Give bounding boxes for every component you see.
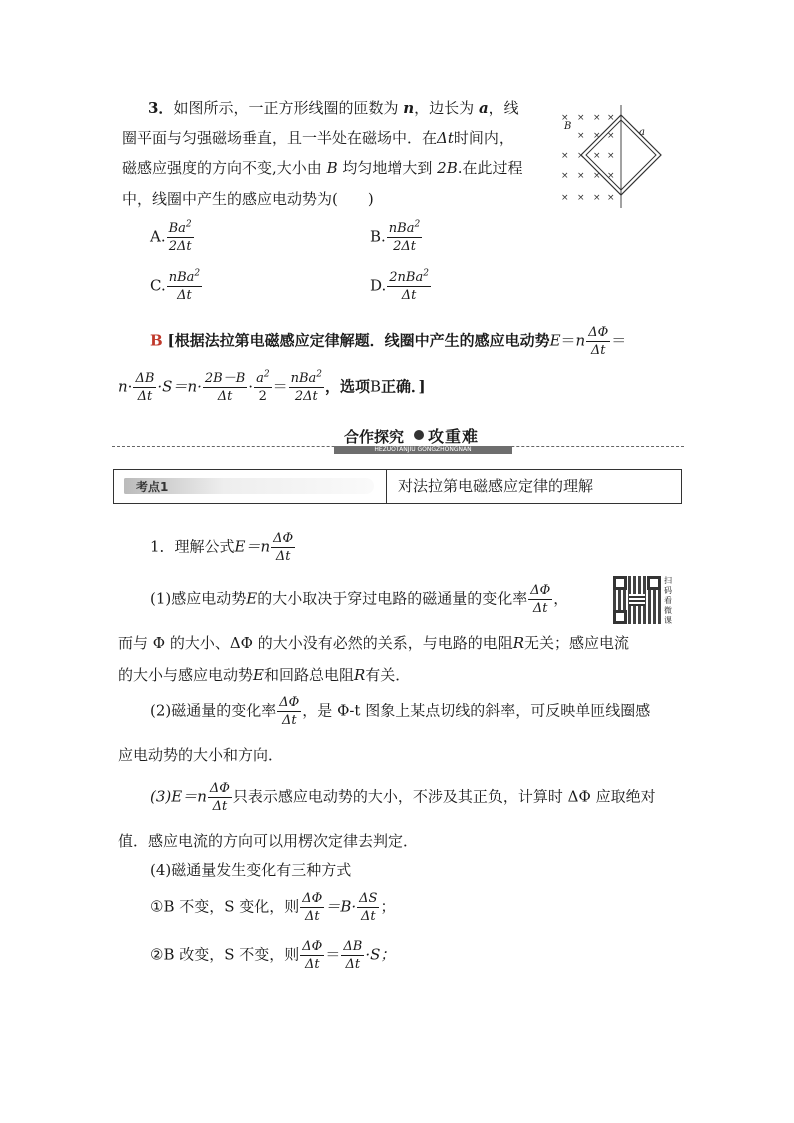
answer-n: n	[575, 331, 586, 350]
answer-dt: Δt	[590, 343, 606, 358]
topic-title: 对法拉第电磁感应定律的理解	[398, 477, 594, 495]
body-p4b: 和回路总电阻	[263, 666, 354, 684]
body-p2-dphi: ΔΦ	[530, 583, 551, 598]
body-p3-text: 而与 Φ 的大小、ΔΦ 的大小没有必然的关系，与电路的电阻	[118, 634, 513, 652]
body-p6	[118, 744, 283, 765]
answer-S-eq: ·S＝n·	[157, 377, 202, 396]
section-header	[112, 424, 684, 454]
body-p4-E: E	[253, 666, 264, 684]
body-p3-R: R	[512, 634, 525, 652]
body-p2c: ，	[553, 589, 569, 608]
answer-eq-2: ＝	[611, 331, 627, 350]
answer-line2	[118, 369, 426, 404]
body-p2-dt: Δt	[532, 601, 548, 616]
q3-text-2b: 时间内，	[453, 129, 514, 147]
q3-text-1: 如图所示，一正方形线圈的匝数为	[173, 99, 399, 117]
fig-label-a: a	[639, 127, 645, 138]
option-C[interactable]	[150, 268, 203, 303]
body-p10b: ＝B·	[325, 897, 357, 916]
body-p1	[150, 532, 296, 563]
option-D-sq: 2	[423, 268, 429, 279]
answer-tail-B: B	[370, 377, 382, 396]
body-p10a: ①B 不变，S 变化，则	[150, 897, 300, 916]
section-pinyin: HEZUOTANJIU GONGZHONGNAN	[334, 446, 512, 454]
q3-number: 3．	[148, 99, 174, 117]
q3-text-2: 圈平面与匀强磁场垂直，且一半处在磁场中．在	[122, 129, 438, 147]
q3-var-dt: Δt	[437, 129, 454, 147]
section-title: 合作探究	[344, 428, 405, 446]
body-p5b: ，是 Φ-t 图象上某点切线的斜率，可反映单匝线圈感	[302, 701, 651, 720]
body-p4	[118, 664, 410, 685]
answer-two: 2	[258, 389, 267, 404]
answer-E: E	[549, 331, 561, 350]
answer-a-sq: 2	[263, 369, 270, 380]
topic-tag-cell	[114, 470, 387, 503]
body-p11-dB: ΔB	[343, 939, 363, 954]
option-D[interactable]	[370, 268, 432, 303]
answer-eq-3: ＝	[272, 377, 288, 396]
answer-nBa: nBa	[290, 371, 317, 386]
answer-tail-1: ，选项	[325, 377, 371, 396]
topic-tag: 考点1	[136, 480, 169, 494]
q3-text-3c: .在此过程	[457, 159, 523, 177]
answer-dot-2: ·	[248, 377, 254, 396]
q3-line1	[148, 97, 519, 118]
answer-letter: B	[150, 331, 163, 350]
option-B-den: 2Δt	[393, 239, 416, 254]
body-p6-text: 应电动势的大小和方向．	[118, 746, 284, 764]
body-p7-dphi: ΔΦ	[209, 781, 230, 796]
body-p2b: 的大小取决于穿过电路的磁通量的变化率	[257, 589, 528, 608]
body-p7a: (3)E＝n	[150, 787, 207, 806]
q3-var-a: a	[478, 99, 489, 117]
option-A-den: 2Δt	[168, 239, 192, 254]
q3-line4	[122, 188, 374, 209]
answer-2dt: 2Δt	[294, 389, 318, 404]
body-p2-E: E	[246, 589, 258, 608]
body-p11b: ＝	[325, 945, 341, 964]
q3-var-B: B	[326, 159, 338, 177]
body-p9	[150, 859, 351, 880]
answer-dphi: ΔΦ	[588, 325, 609, 340]
body-p9-text: (4)磁通量发生变化有三种方式	[150, 861, 352, 879]
body-p1-dphi: ΔΦ	[273, 531, 294, 546]
body-p4c: 有关．	[365, 666, 411, 684]
body-p10-dS: ΔS	[359, 891, 378, 906]
body-p7b: 只表示感应电动势的大小，不涉及其正负，计算时 ΔΦ 应取绝对	[232, 787, 656, 806]
body-p11-dt2: Δt	[345, 957, 361, 972]
body-p11c: ·S；	[365, 945, 396, 964]
option-C-label: C.	[150, 276, 166, 295]
option-D-num: 2nBa	[389, 270, 424, 285]
answer-dB: ΔB	[135, 371, 155, 386]
body-p10-dt: Δt	[305, 909, 320, 924]
body-p8-text: 值．感应电流的方向可以用楞次定律去判定．	[118, 832, 419, 850]
option-A-num: Ba	[168, 221, 186, 236]
answer-a: a	[256, 371, 264, 386]
body-p2	[150, 584, 568, 615]
option-A-sq: 2	[185, 219, 192, 230]
option-B-num: nBa	[388, 221, 415, 236]
q3-text-3b: 均匀地增大到	[342, 159, 433, 177]
body-p5-dphi: ΔΦ	[279, 695, 300, 710]
option-B-label: B.	[370, 227, 386, 246]
qr-caption: 扫码看微课	[664, 576, 672, 625]
option-D-den: Δt	[401, 288, 417, 303]
q3-var-n: n	[403, 99, 415, 117]
body-p11-dt: Δt	[305, 957, 320, 972]
answer-text-1: [根据法拉第电磁感应定律解题．线圈中产生的感应电动势	[167, 331, 550, 350]
body-p10	[150, 892, 395, 923]
body-p7-dt: Δt	[212, 799, 228, 814]
option-C-num: nBa	[168, 270, 195, 285]
answer-dt-3: Δt	[217, 389, 233, 404]
q3-text-1c: ，线	[488, 99, 519, 117]
body-p11	[150, 940, 395, 971]
body-p5	[150, 696, 650, 727]
coil-diagram	[555, 105, 675, 210]
body-p5a: (2)磁通量的变化率	[150, 701, 277, 720]
option-C-sq: 2	[194, 268, 201, 279]
body-p2a: (1)感应电动势	[150, 589, 247, 608]
q3-text-4: 中，线圈中产生的感应电动势为( )	[122, 190, 374, 208]
q3-line2	[122, 127, 514, 148]
q3-line3	[122, 157, 523, 178]
section-badge: 攻重难	[428, 427, 480, 446]
body-p11a: ②B 改变，S 不变，则	[150, 945, 300, 964]
body-p10-dphi: ΔΦ	[302, 891, 323, 906]
topic-box	[113, 469, 682, 504]
answer-nBa-sq: 2	[316, 369, 322, 380]
qr-code[interactable]	[613, 576, 661, 624]
q3-text-3a: 磁感应强度的方向不变,大小由	[122, 159, 322, 177]
option-A[interactable]	[150, 219, 195, 254]
answer-dot-1: ·	[127, 377, 133, 396]
body-p10-dt2: Δt	[360, 909, 376, 924]
q3-text-1b: ，边长为	[414, 99, 475, 117]
body-p3	[118, 632, 629, 653]
option-B-sq: 2	[414, 219, 421, 230]
body-p8	[118, 830, 418, 851]
option-B[interactable]	[370, 219, 423, 254]
answer-2B-B: 2B－B	[204, 371, 246, 386]
answer-tail-2: 正确．]	[381, 377, 426, 396]
body-p11-dphi: ΔΦ	[302, 939, 323, 954]
body-p1-text: 1．理解公式	[150, 537, 235, 556]
body-p1-formula: E＝n	[234, 537, 271, 556]
answer-eq-1: ＝	[560, 331, 576, 350]
option-A-label: A.	[150, 227, 166, 246]
answer-n-2: n	[118, 377, 128, 396]
body-p4-R: R	[353, 666, 366, 684]
section-arrow-icon	[414, 430, 424, 440]
body-p5-dt: Δt	[281, 713, 297, 728]
option-D-label: D.	[370, 276, 387, 295]
body-p10c: ；	[380, 897, 396, 916]
body-p7	[150, 782, 656, 813]
body-p3b: 无关；感应电流	[524, 634, 630, 652]
option-C-den: Δt	[177, 288, 192, 303]
body-p4-text: 的大小与感应电动势	[118, 666, 254, 684]
q3-var-2B: 2B	[437, 159, 458, 177]
body-p1-dt: Δt	[275, 549, 291, 564]
magnetic-field-figure: × × × × × × × × × × × × × × × × × × × B a	[555, 105, 675, 210]
answer-line1	[150, 326, 626, 357]
fig-label-B: B	[564, 121, 572, 132]
answer-dt-2: Δt	[137, 389, 153, 404]
